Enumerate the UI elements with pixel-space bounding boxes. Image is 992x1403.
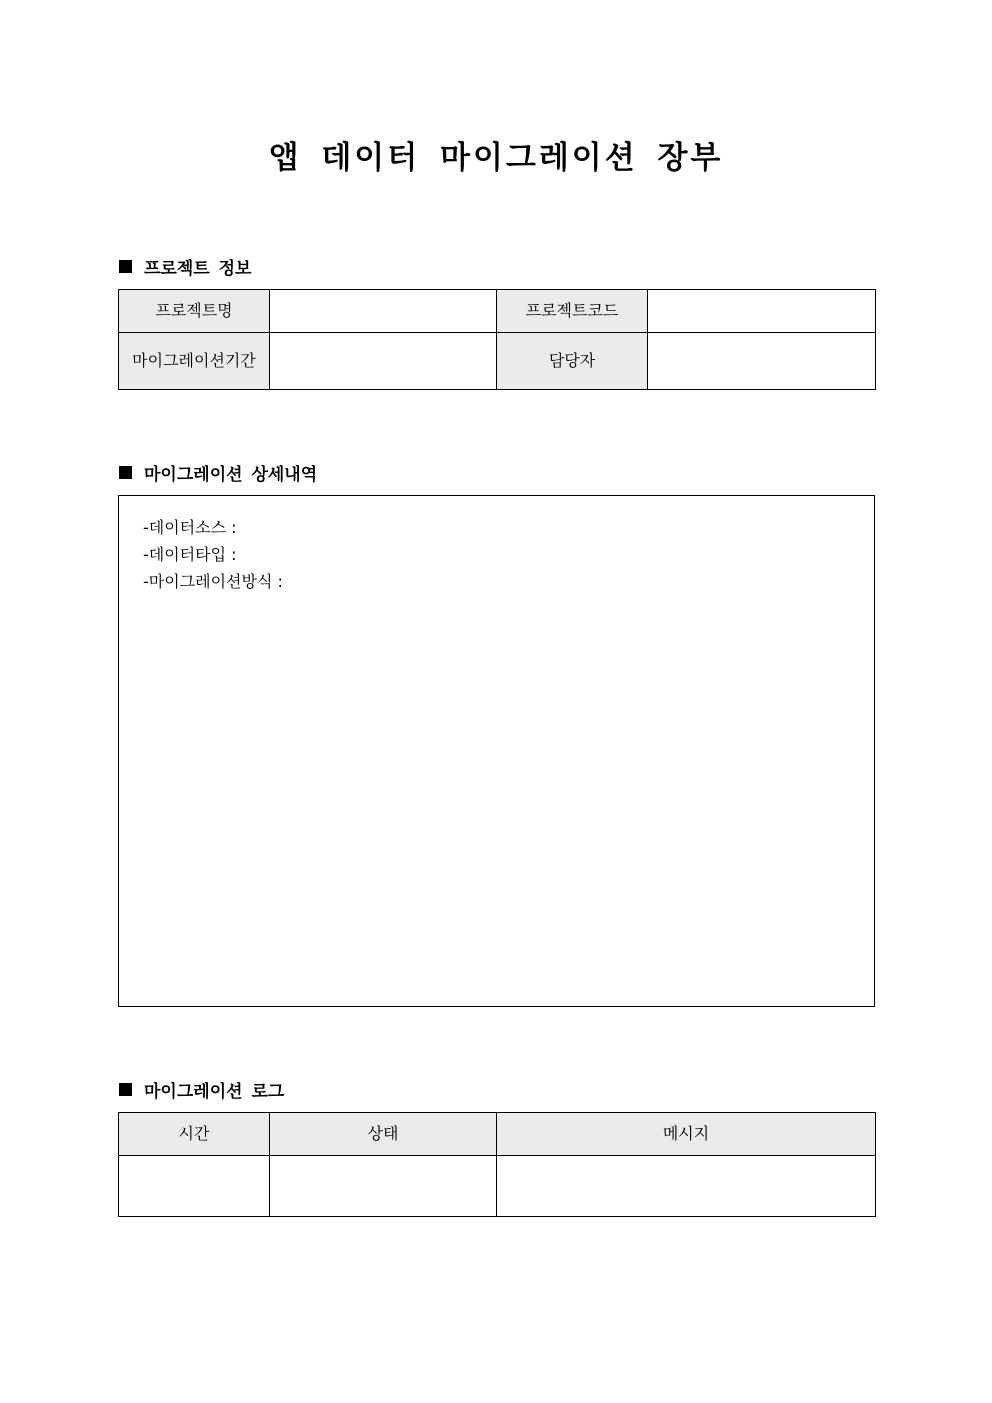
- document-title: 앱 데이터 마이그레이션 장부: [268, 140, 724, 176]
- square-bullet-icon: [119, 466, 132, 479]
- table-row: [119, 1156, 876, 1217]
- migration-period-field[interactable]: [270, 333, 497, 390]
- log-time-cell[interactable]: [119, 1156, 270, 1217]
- data-type-line: -데이터타입 :: [143, 545, 237, 564]
- table-header-row: [119, 1113, 876, 1156]
- log-column-time: 시간: [119, 1113, 270, 1156]
- project-info-heading-text: 프로젝트 정보: [144, 259, 252, 279]
- log-column-message: 메시지: [497, 1113, 876, 1156]
- log-column-status: 상태: [270, 1113, 497, 1156]
- owner-field[interactable]: [648, 333, 876, 390]
- migration-period-label: 마이그레이션기간: [119, 333, 270, 390]
- table-row: [119, 333, 876, 390]
- data-source-line: -데이터소스 :: [143, 518, 237, 537]
- project-info-table: [118, 289, 876, 390]
- table-row: [119, 290, 876, 333]
- owner-label: 담당자: [497, 333, 648, 390]
- migration-details-heading-text: 마이그레이션 상세내역: [144, 465, 318, 485]
- log-status-cell[interactable]: [270, 1156, 497, 1217]
- project-code-field[interactable]: [648, 290, 876, 333]
- log-message-cell[interactable]: [497, 1156, 876, 1217]
- migration-details-box[interactable]: [118, 495, 875, 1007]
- migration-log-table: [118, 1112, 876, 1217]
- project-info-heading: [119, 254, 251, 279]
- migration-details-heading: [119, 460, 317, 485]
- project-code-label: 프로젝트코드: [497, 290, 648, 333]
- project-name-label: 프로젝트명: [119, 290, 270, 333]
- migration-details-lines: [143, 514, 283, 595]
- migration-method-line: -마이그레이션방식 :: [143, 572, 283, 591]
- migration-log-heading-text: 마이그레이션 로그: [144, 1082, 285, 1102]
- square-bullet-icon: [119, 260, 132, 273]
- migration-log-heading: [119, 1077, 284, 1102]
- project-name-field[interactable]: [270, 290, 497, 333]
- square-bullet-icon: [119, 1083, 132, 1096]
